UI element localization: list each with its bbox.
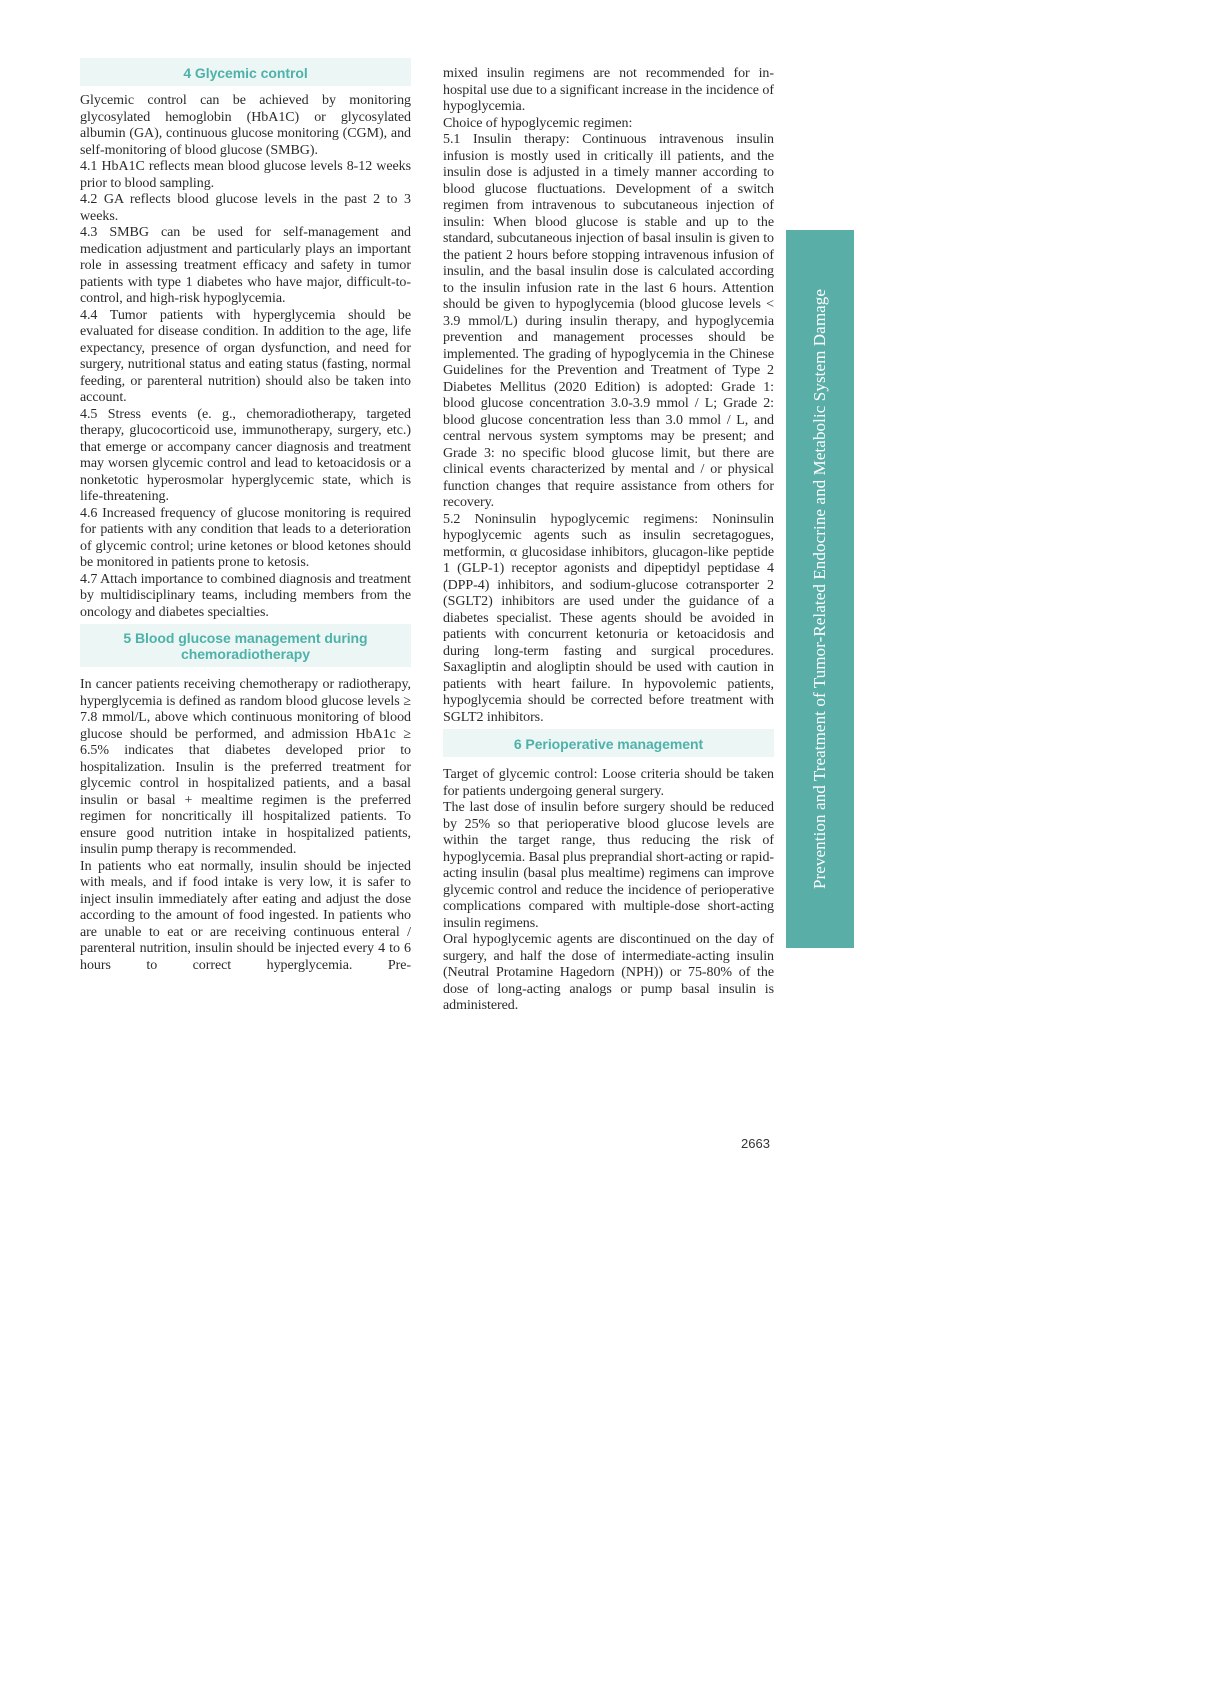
paragraph: Glycemic control can be achieved by monitoring glycosylated hemoglobin (HbA1C) or glycosylated albumin (GA), continuous glucose monitoring (CGM), and self-monitoring of blood glucose (SMBG).: [80, 93, 411, 158]
left-column: [80, 58, 411, 974]
page-number: 2663: [741, 1136, 770, 1151]
paragraph: Target of glycemic control: Loose criteria should be taken for patients undergoing general surgery.: [443, 767, 774, 799]
paragraph: 4.5 Stress events (e. g., chemoradiotherapy, targeted therapy, glucocorticoid use, immunotherapy, surgery, etc.) that emerge or accompany cancer diagnosis and treatment may worsen glycemic control and lead to ketoacidosis or a nonketotic hyperosmolar hyperglycemic state, which is life-threatening.: [80, 406, 411, 504]
right-column: [443, 66, 774, 1015]
paragraph: In patients who eat normally, insulin should be injected with meals, and if food intake is very low, it is safer to inject insulin immediately after eating and adjust the dose according to the amount of food ingested. In patients who are unable to eat or are receiving continuous enteral / parenteral nutrition, insulin should be injected every 4 to 6 hours to correct hyperglycemia. Pre-: [80, 858, 411, 973]
section-heading-perioperative: 6 Perioperative management: [443, 729, 774, 757]
paragraph: 4.2 GA reflects blood glucose levels in the past 2 to 3 weeks.: [80, 192, 411, 224]
paragraph: The last dose of insulin before surgery should be reduced by 25% so that perioperative blood glucose levels are within the target range, thus reducing the risk of hypoglycemia. Basal plus preprandial short-acting or rapid-acting insulin (basal plus mealtime) regimens can improve glycemic control and reduce the incidence of perioperative complications compared with multiple-dose short-acting insulin regimens.: [443, 800, 775, 931]
paragraph: In cancer patients receiving chemotherapy or radiotherapy, hyperglycemia is defined as random blood glucose levels ≥ 7.8 mmol/L, above which continuous monitoring of blood glucose should be performed, and admission HbA1c ≥ 6.5% indicates that diabetes developed prior to hospitalization. Insulin is the preferred treatment for glycemic control in hospitalized patients, and a basal insulin or basal + mealtime regimen is the preferred regimen for noncritically ill hospitalized patients. To ensure good nutrition intake in hospitalized patients, insulin pump therapy is recommended.: [80, 677, 411, 857]
paragraph: Oral hypoglycemic agents are discontinued on the day of surgery, and half the dose of intermediate-acting insulin (Neutral Protamine Hagedorn (NPH)) or 75-80% of the dose of long-acting analogs or pump basal insulin is administered.: [443, 932, 774, 1013]
chapter-side-tab: [786, 230, 854, 948]
chapter-title: Prevention and Treatment of Tumor-Related Endocrine and Metabolic System Damage: [810, 288, 829, 890]
paragraph: 4.7 Attach importance to combined diagnosis and treatment by multidisciplinary teams, including members from the oncology and diabetes specialties.: [80, 571, 411, 620]
section-heading-glycemic-control: 4 Glycemic control: [80, 58, 411, 86]
paragraph: 5.2 Noninsulin hypoglycemic regimens: Noninsulin hypoglycemic agents such as insulin secretagogues, metformin, α glucosidase inhibitors, glucagon-like peptide 1 (GLP-1) receptor agonists and dipeptidyl peptidase 4 (DPP-4) inhibitors, and sodium-glucose cotransporter 2 (SGLT2) inhibitors are used under the guidance of a diabetes specialist. These agents should be avoided in patients with concurrent ketonuria or ketoacidosis and during long-term fasting and surgical procedures. Saxagliptin and alogliptin should be used with caution in patients with heart failure. In hypovolemic patients, hypoglycemia should be corrected before treatment with SGLT2 inhibitors.: [443, 511, 774, 725]
paragraph: 4.6 Increased frequency of glucose monitoring is required for patients with any condition that leads to a deterioration of glycemic control; urine ketones or blood ketones should be monitored in patients prone to ketosis.: [80, 505, 411, 570]
paragraph: mixed insulin regimens are not recommended for in-hospital use due to a significant increase in the incidence of hypoglycemia.: [443, 66, 774, 114]
paragraph: 5.1 Insulin therapy: Continuous intravenous insulin infusion is mostly used in critically ill patients, and the insulin dose is adjusted in a timely manner according to blood glucose fluctuations. Development of a switch regimen from intravenous to subcutaneous injection of insulin: When blood glucose is stable and up to the standard, subcutaneous injection of basal insulin is given to the patient 2 hours before stopping intravenous infusion of insulin, and the basal insulin dose is calculated according to the insulin infusion rate in the last 6 hours. Attention should be given to hypoglycemia (blood glucose levels < 3.9 mmol/L) during insulin therapy, and hypoglycemia prevention and management processes should be implemented. The grading of hypoglycemia in the Chinese Guidelines for the Prevention and Treatment of Type 2 Diabetes Mellitus (2020 Edition) is adopted: Grade 1: blood glucose concentration 3.0-3.9 mmol / L; Grade 2: blood glucose concentration less than 3.0 mmol / L, and central nervous system symptoms may be present; and Grade 3: no specific blood glucose limit, but there are clinical events characterized by mental and / or physical function changes that require assistance from others for recovery.: [443, 132, 774, 510]
paragraph: Choice of hypoglycemic regimen:: [443, 115, 633, 131]
paragraph: 4.4 Tumor patients with hyperglycemia should be evaluated for disease condition. In addition to the age, life expectancy, presence of organ dysfunction, and need for surgery, nutritional status and eating status (fasting, normal feeding, or parenteral nutrition) should also be taken into account.: [80, 307, 411, 405]
paragraph: 4.1 HbA1C reflects mean blood glucose levels 8-12 weeks prior to blood sampling.: [80, 159, 411, 191]
paragraph: 4.3 SMBG can be used for self-management and medication adjustment and particularly plays an important role in assessing treatment efficacy and safety in tumor patients with type 1 diabetes who have major, difficult-to-control, and high-risk hypoglycemia.: [80, 225, 411, 306]
section-heading-chemoradiotherapy: 5 Blood glucose management during chemoradiotherapy: [80, 624, 411, 667]
